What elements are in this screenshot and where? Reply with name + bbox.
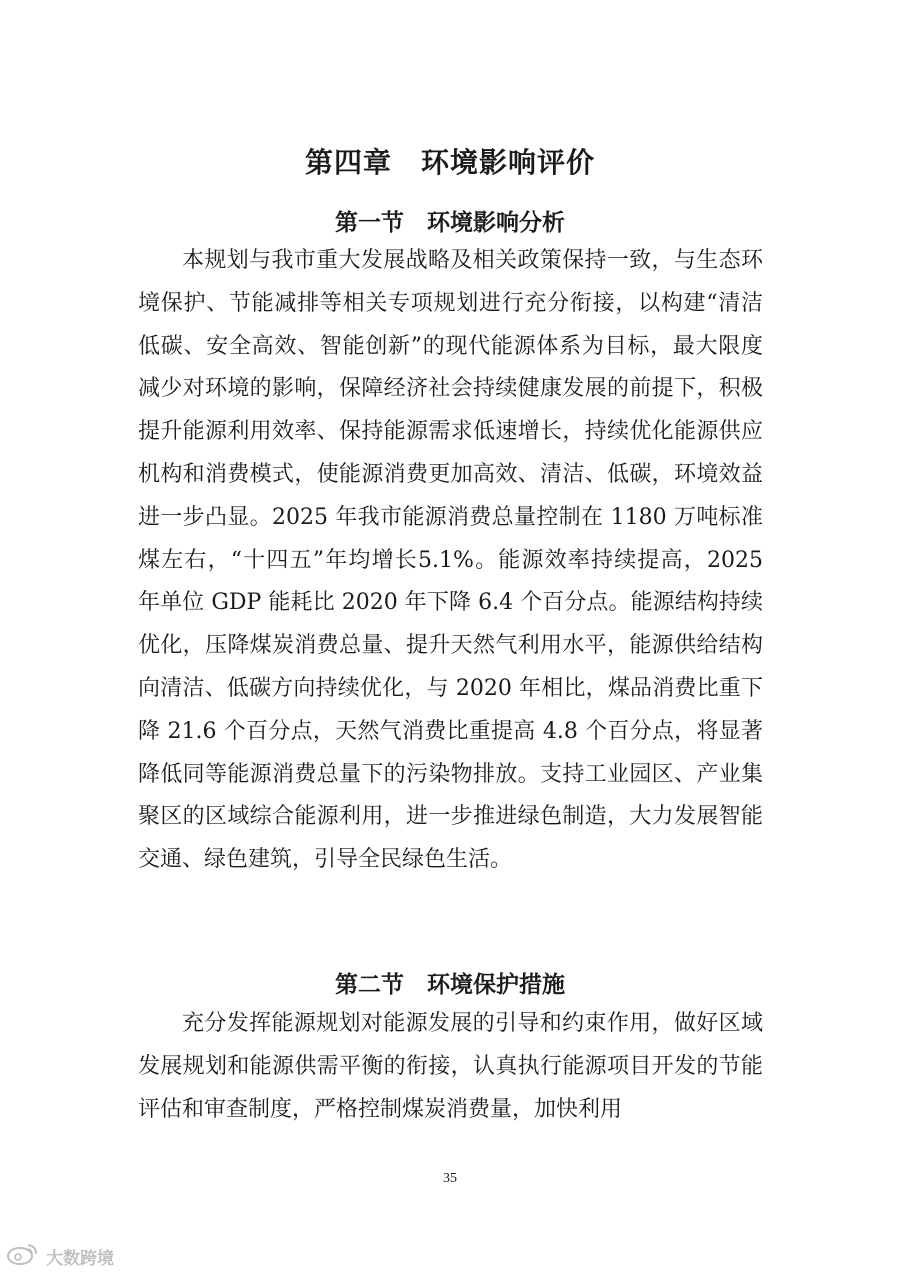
section-paragraph-analysis: 本规划与我市重大发展战略及相关政策保持一致，与生态环境保护、节能减排等相关专项规划进行充分衔接，以构建“清洁低碳、安全高效、智能创新”的现代能源体系为目标，最大限度减少对环境的影响，保障经济社会持续健康发展的前提下，积极提升能源利用效率、保持能源需求低速增长，持续优化能源供应机构和消费模式，使能源消费更加高效、清洁、低碳，环境效益进一步凸显。2025 年我市能源消费总量控制在 1180 万吨标准煤左右，“十四五”年均增长5.1%。能源效率持续提高，2025 年单位 GDP 能耗比 2020 年下降 6.4 个百分点。能源结构持续优化，压降煤炭消费总量、提升天然气利用水平，能源供给结构向清洁、低碳方向持续优化，与 2020 年相比，煤品消费比重下降 21.6 个百分点，天然气消费比重提高 4.8 个百分点，将显著降低同等能源消费总量下的污染物排放。支持工业园区、产业集聚区的区域综合能源利用，进一步推进绿色制造，大力发展智能交通、绿色建筑，引导全民绿色生活。: [138, 248, 763, 873]
section-title-analysis: 第一节 环境影响分析: [335, 210, 565, 236]
weibo-logo-icon: [6, 1242, 40, 1271]
watermark: [6, 1242, 114, 1271]
section-paragraph-protection: 充分发挥能源规划对能源发展的引导和约束作用，做好区域发展规划和能源供需平衡的衔接，认真执行能源项目开发的节能评估和审查制度，严格控制煤炭消费量，加快利用: [138, 1011, 763, 1122]
watermark-text: 大数跨境: [46, 1249, 114, 1269]
page-number: 35: [443, 1171, 457, 1186]
section-title-protection: 第二节 环境保护措施: [335, 972, 565, 998]
chapter-title: 第四章 环境影响评价: [304, 146, 595, 179]
